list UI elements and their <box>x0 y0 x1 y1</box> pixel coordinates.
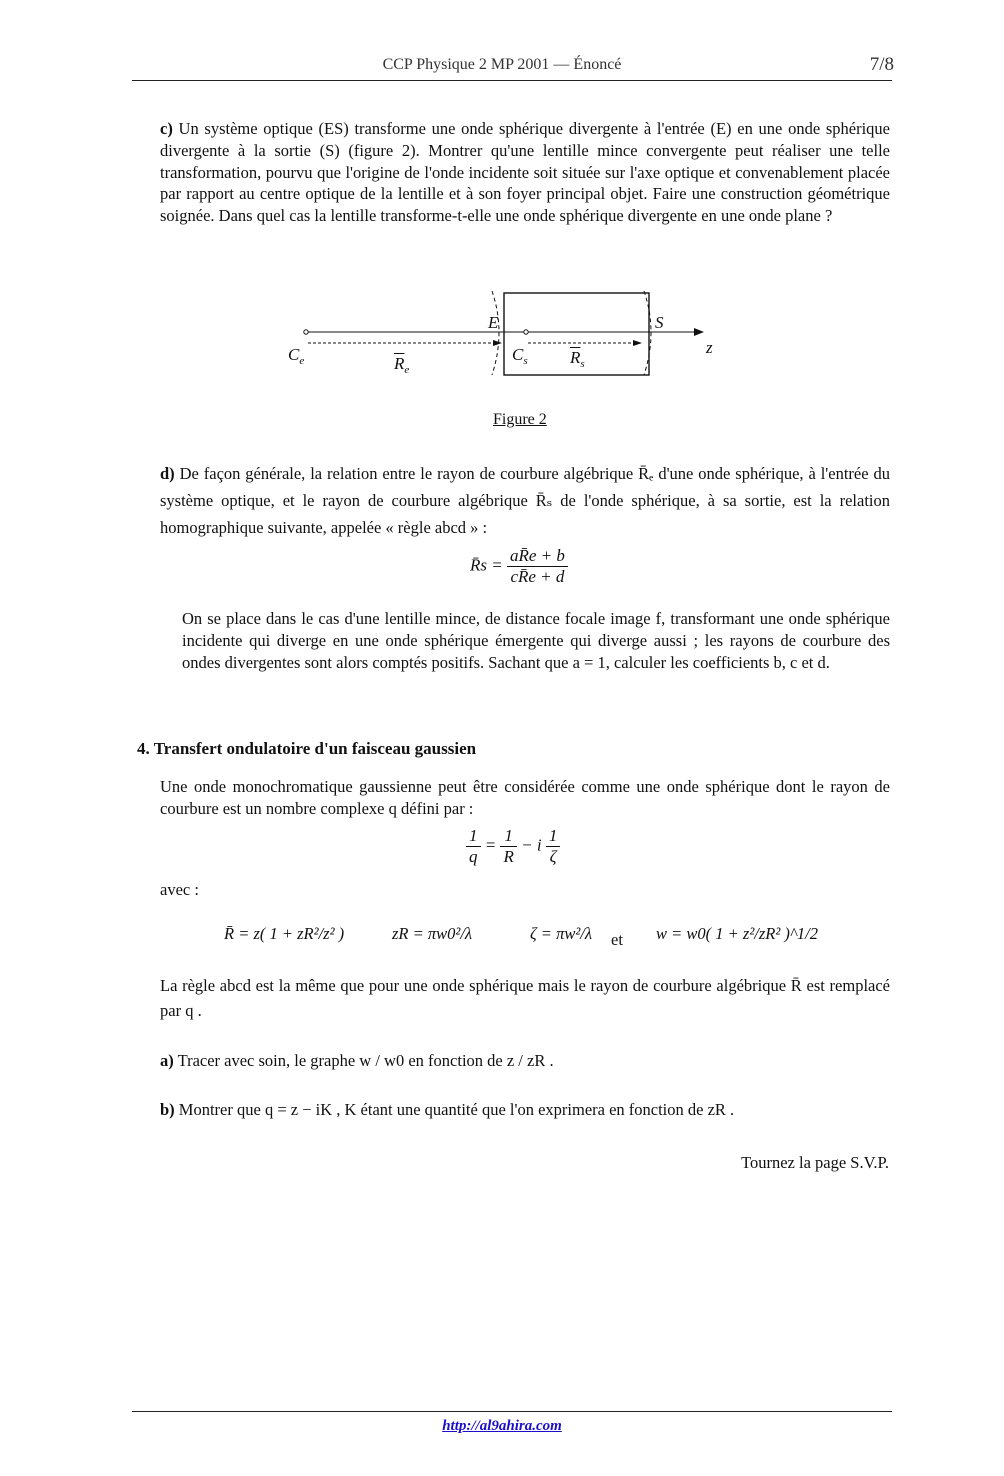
header-rule <box>132 80 892 81</box>
axis-arrow <box>694 328 704 336</box>
abcd-fraction <box>507 546 568 587</box>
part-4a <box>160 1050 890 1072</box>
figure-2-diagram <box>280 285 730 385</box>
part-4b-text: Montrer que q = z − iK , K étant une quantité que l'on exprimera en fonction de zR . <box>178 1100 735 1119</box>
part-c-marker: c) <box>160 119 173 138</box>
def-zr: zR = πw0²/λ <box>392 924 473 943</box>
rs-arrow <box>633 340 642 346</box>
part-4a-text: Tracer avec soin, le graphe w / w0 en fonction de z / zR . <box>177 1051 554 1070</box>
part-d-text1: De façon générale, la relation entre le rayon de courbure algébrique R̄ₑ d'une onde sphérique, à l'entrée du système optique, et le rayon de courbure algébrique R̄ₛ de l'onde sphérique, à sa sortie, est la relation homographique suivante, appelée « règle abcd » : <box>160 464 890 537</box>
part-d-intro <box>160 460 890 541</box>
label-rs: $\overline{R}_s$ <box>570 348 585 370</box>
point-ce <box>304 330 308 334</box>
def-zeta: ζ = πw²/λ <box>530 924 593 943</box>
rule-text: La règle abcd est la même que pour une onde sphérique mais le rayon de courbure algébrique R̄ est remplacé par q . <box>160 976 890 1020</box>
abcd-equation <box>470 546 568 587</box>
part-d-marker: d) <box>160 464 175 483</box>
footer-link[interactable]: http://al9ahira.com <box>442 1418 562 1434</box>
footer-rule <box>132 1411 892 1412</box>
label-z: z <box>706 338 713 357</box>
label-cs: $C_s$ <box>512 345 528 367</box>
part-c <box>160 118 890 227</box>
abcd-numerator: aR̄e + b <box>507 546 568 567</box>
wavefront-s <box>644 291 651 375</box>
def-r: R̄ = z( 1 + zR²/z² ) <box>224 924 345 943</box>
label-s: S <box>655 313 664 332</box>
figure-2-caption: Figure 2 <box>493 411 547 428</box>
part-4b <box>160 1099 890 1121</box>
q-equation: $\frac{1}{q}$ = $\frac{1}{R}$ − i $\frac{1}{\zeta}$ <box>466 826 560 867</box>
part-c-text: Un système optique (ES) transforme une onde sphérique divergente à l'entrée (E) en une onde sphérique divergente à la sortie (S) (figure 2). Montrer qu'une lentille mince convergente peut réaliser une telle transformation, pourvu que l'origine de l'onde incidente soit située sur l'axe optique et convenablement placée par rapport au centre optique de la lentille et à son foyer principal objet. Faire une construction géométrique soignée. Dans quel cas la lentille transforme-t-elle une onde sphérique divergente en une onde plane ? <box>160 119 891 226</box>
section-4-intro: Une onde monochromatique gaussienne peut être considérée comme une onde sphérique dont le rayon de courbure est un nombre complexe q défini par : <box>160 777 890 818</box>
label-re: $\overline{R}_e$ <box>394 354 410 376</box>
avec-label: avec : <box>160 880 199 899</box>
part-4b-marker: b) <box>160 1100 175 1119</box>
turn-page-note: Tournez la page S.V.P. <box>741 1153 889 1172</box>
section-4-title: 4. Transfert ondulatoire d'un faisceau gaussien <box>137 739 477 758</box>
point-cs <box>524 330 528 334</box>
re-arrow <box>493 340 502 346</box>
label-e: E <box>488 313 499 332</box>
wavefront-e <box>492 291 499 375</box>
header-title: CCP Physique 2 MP 2001 — Énoncé <box>382 56 622 73</box>
part-4a-marker: a) <box>160 1051 174 1070</box>
abcd-denominator: cR̄e + d <box>510 567 565 586</box>
abcd-lhs: R̄s = <box>470 555 503 575</box>
part-d-text2: On se place dans le cas d'une lentille mince, de distance focale image f, transformant une onde sphérique incidente qui diverge en une onde sphérique émergente qui diverge aussi ; les rayons de courbure des ondes divergentes sont alors comptés positifs. Sachant que a = 1, calculer les coefficients b, c et d. <box>182 609 890 672</box>
def-w: w = w0( 1 + z²/zR² )^1/2 <box>656 924 818 943</box>
def-et: et <box>611 930 623 949</box>
page-number: 7/8 <box>869 54 894 75</box>
label-ce: $C_e$ <box>288 345 305 367</box>
